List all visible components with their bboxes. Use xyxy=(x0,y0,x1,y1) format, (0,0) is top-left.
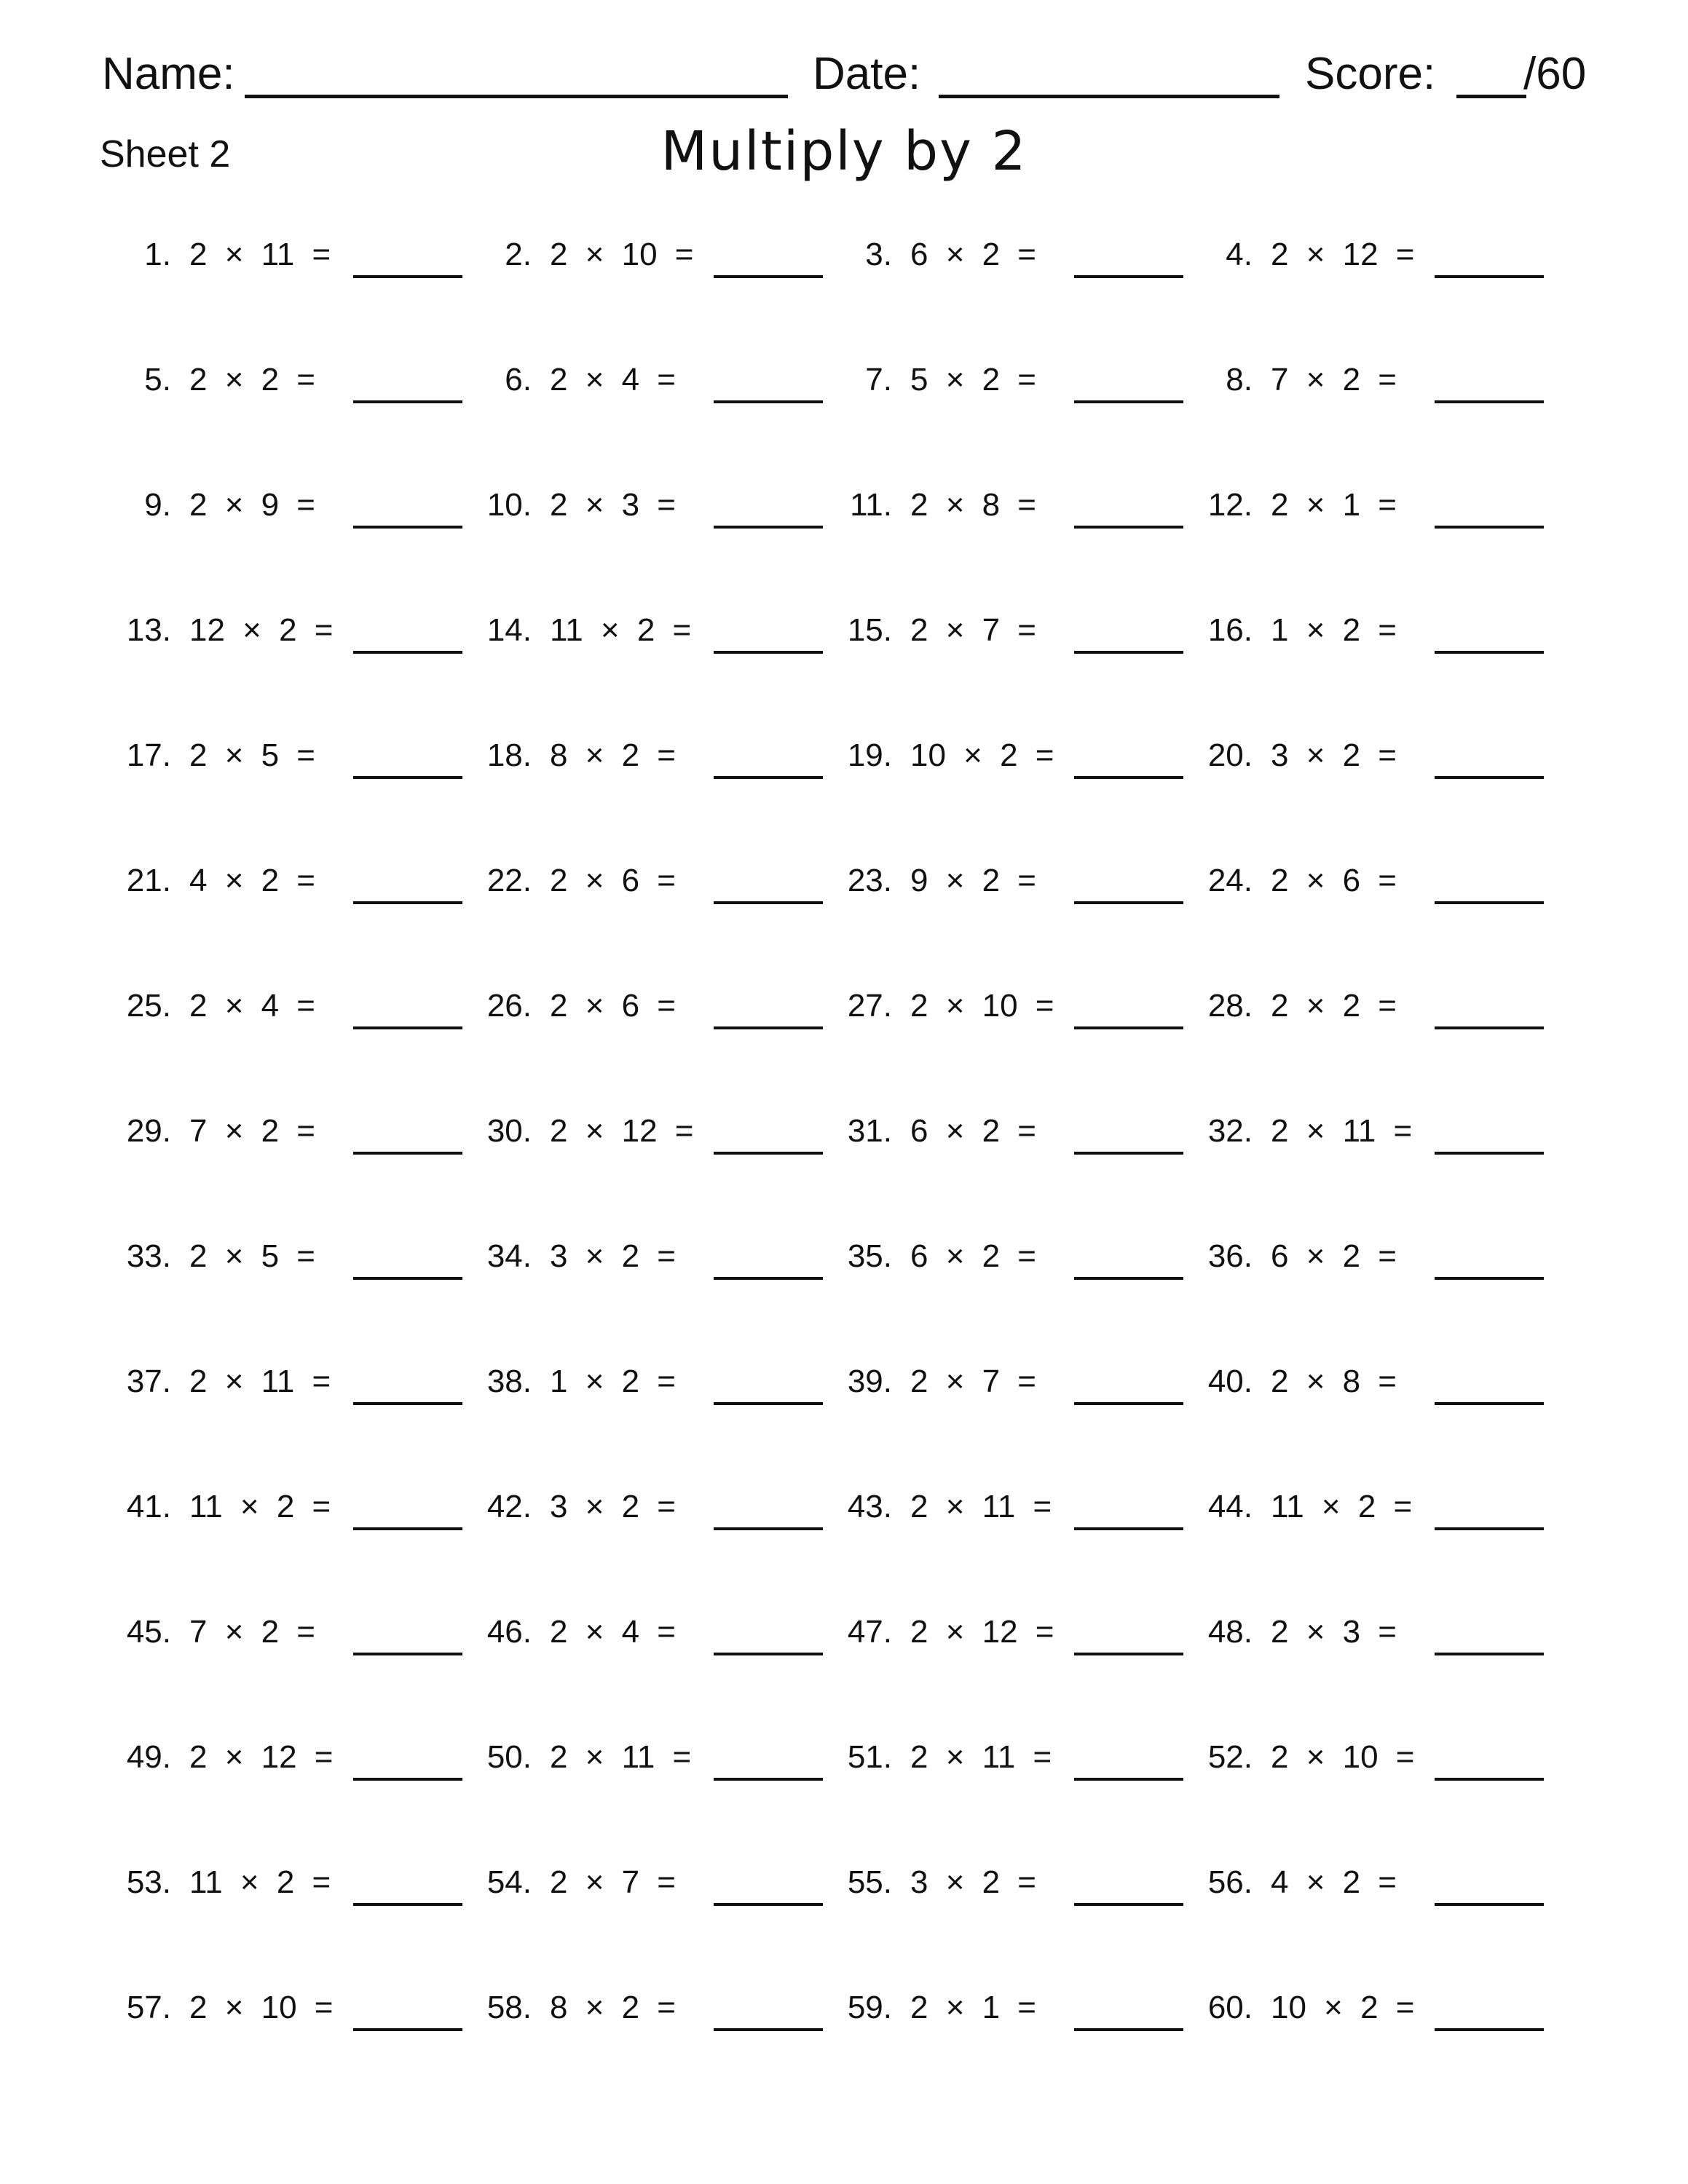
problem-item xyxy=(124,1235,481,1293)
problem-expression: 12 × 2 = xyxy=(189,612,334,648)
problem-number: 40. xyxy=(1207,1364,1253,1399)
answer-blank[interactable] xyxy=(1074,2028,1183,2031)
problem-number: 16. xyxy=(1207,612,1253,648)
problem-number: 53. xyxy=(126,1864,171,1900)
answer-blank[interactable] xyxy=(353,651,462,654)
problem-number: 2. xyxy=(505,237,532,272)
problem-number: 52. xyxy=(1207,1739,1253,1775)
problem-expression: 2 × 11 = xyxy=(910,1489,1052,1524)
problem-expression: 2 × 12 = xyxy=(550,1113,694,1149)
answer-blank[interactable] xyxy=(1435,400,1544,403)
problem-item xyxy=(845,233,1202,291)
answer-blank[interactable] xyxy=(1435,2028,1544,2031)
problem-number: 30. xyxy=(486,1113,532,1149)
problem-number: 41. xyxy=(126,1489,171,1524)
problem-expression: 2 × 11 = xyxy=(1271,1113,1413,1149)
answer-blank[interactable] xyxy=(1074,526,1183,529)
problem-expression: 2 × 1 = xyxy=(1271,487,1397,523)
problem-number: 19. xyxy=(847,737,892,773)
answer-blank[interactable] xyxy=(353,1527,462,1530)
problem-item xyxy=(845,1736,1202,1794)
problem-number: 11. xyxy=(850,487,892,523)
answer-blank[interactable] xyxy=(1074,275,1183,278)
problem-item xyxy=(1205,859,1562,917)
problem-number: 28. xyxy=(1207,988,1253,1024)
answer-blank[interactable] xyxy=(714,1402,823,1405)
problem-number: 27. xyxy=(847,988,892,1024)
name-label: Name: xyxy=(102,49,235,99)
problem-item xyxy=(484,984,841,1042)
problem-item xyxy=(845,1109,1202,1168)
answer-blank[interactable] xyxy=(1074,1778,1183,1781)
answer-blank[interactable] xyxy=(353,526,462,529)
problem-number: 54. xyxy=(486,1864,532,1900)
problem-item xyxy=(124,859,481,917)
problem-item xyxy=(124,1109,481,1168)
problem-item xyxy=(124,1360,481,1418)
problem-expression: 2 × 2 = xyxy=(189,362,316,397)
answer-blank[interactable] xyxy=(1074,1402,1183,1405)
problem-item xyxy=(1205,1485,1562,1543)
sheet-label: Sheet 2 xyxy=(100,133,231,175)
problem-expression: 2 × 11 = xyxy=(550,1739,692,1775)
problem-number: 20. xyxy=(1207,737,1253,773)
answer-blank[interactable] xyxy=(353,1026,462,1029)
answer-blank[interactable] xyxy=(714,776,823,779)
problem-number: 38. xyxy=(486,1364,532,1399)
problem-item xyxy=(1205,1235,1562,1293)
answer-blank[interactable] xyxy=(353,1653,462,1655)
problem-number: 23. xyxy=(847,863,892,898)
problem-number: 33. xyxy=(126,1238,171,1274)
problem-expression: 11 × 2 = xyxy=(550,612,692,648)
score-total: /60 xyxy=(1523,49,1587,99)
problem-number: 5. xyxy=(144,362,171,397)
answer-blank[interactable] xyxy=(353,1277,462,1280)
problem-number: 22. xyxy=(486,863,532,898)
problem-item xyxy=(1205,734,1562,792)
problem-expression: 3 × 2 = xyxy=(1271,737,1397,773)
answer-blank[interactable] xyxy=(714,1277,823,1280)
problem-number: 14. xyxy=(486,612,532,648)
problem-expression: 5 × 2 = xyxy=(910,362,1037,397)
problem-number: 43. xyxy=(847,1489,892,1524)
answer-blank[interactable] xyxy=(714,901,823,904)
problem-expression: 2 × 12 = xyxy=(1271,237,1415,272)
problem-item xyxy=(484,233,841,291)
answer-blank[interactable] xyxy=(353,1903,462,1906)
problem-expression: 11 × 2 = xyxy=(189,1864,331,1900)
answer-blank[interactable] xyxy=(714,1653,823,1655)
answer-blank[interactable] xyxy=(1074,1026,1183,1029)
problem-item xyxy=(484,609,841,667)
problem-number: 9. xyxy=(144,487,171,523)
answer-blank[interactable] xyxy=(353,400,462,403)
answer-blank[interactable] xyxy=(1435,1402,1544,1405)
problem-item xyxy=(1205,1360,1562,1418)
problem-expression: 3 × 2 = xyxy=(910,1864,1037,1900)
answer-blank[interactable] xyxy=(353,901,462,904)
answer-blank[interactable] xyxy=(1435,651,1544,654)
problem-item xyxy=(484,1360,841,1418)
problem-expression: 2 × 6 = xyxy=(550,863,677,898)
problem-expression: 6 × 2 = xyxy=(910,237,1037,272)
problem-item xyxy=(845,1360,1202,1418)
problem-expression: 9 × 2 = xyxy=(910,863,1037,898)
problem-number: 49. xyxy=(126,1739,171,1775)
problem-expression: 2 × 11 = xyxy=(189,1364,331,1399)
answer-blank[interactable] xyxy=(714,526,823,529)
answer-blank[interactable] xyxy=(714,651,823,654)
answer-blank[interactable] xyxy=(1435,1152,1544,1155)
problem-expression: 2 × 4 = xyxy=(550,362,677,397)
problem-item xyxy=(845,984,1202,1042)
problem-expression: 6 × 2 = xyxy=(910,1113,1037,1149)
problem-expression: 1 × 2 = xyxy=(550,1364,677,1399)
problem-number: 34. xyxy=(486,1238,532,1274)
problem-item xyxy=(484,358,841,416)
score-label: Score: xyxy=(1305,49,1436,99)
problem-number: 18. xyxy=(486,737,532,773)
problem-number: 26. xyxy=(486,988,532,1024)
problem-expression: 2 × 7 = xyxy=(910,612,1037,648)
problem-item xyxy=(124,1610,481,1669)
problem-item xyxy=(845,1861,1202,1919)
problem-number: 42. xyxy=(486,1489,532,1524)
problem-item xyxy=(484,483,841,542)
answer-blank[interactable] xyxy=(1435,275,1544,278)
problem-expression: 2 × 10 = xyxy=(550,237,694,272)
problem-item xyxy=(1205,358,1562,416)
problem-expression: 2 × 3 = xyxy=(550,487,677,523)
answer-blank[interactable] xyxy=(1435,1527,1544,1530)
answer-blank[interactable] xyxy=(714,1903,823,1906)
problem-number: 44. xyxy=(1207,1489,1253,1524)
problem-number: 58. xyxy=(486,1990,532,2025)
answer-blank[interactable] xyxy=(714,1152,823,1155)
problem-expression: 11 × 2 = xyxy=(1271,1489,1413,1524)
answer-blank[interactable] xyxy=(1074,1277,1183,1280)
problem-number: 6. xyxy=(505,362,532,397)
problem-item xyxy=(484,859,841,917)
problem-number: 12. xyxy=(1207,487,1253,523)
problem-item xyxy=(845,1610,1202,1669)
answer-blank[interactable] xyxy=(353,2028,462,2031)
problem-expression: 8 × 2 = xyxy=(550,737,677,773)
problem-number: 55. xyxy=(847,1864,892,1900)
problem-number: 36. xyxy=(1207,1238,1253,1274)
problem-expression: 2 × 10 = xyxy=(189,1990,334,2025)
problem-number: 35. xyxy=(847,1238,892,1274)
problem-item xyxy=(1205,233,1562,291)
problem-item xyxy=(1205,1610,1562,1669)
problem-number: 50. xyxy=(486,1739,532,1775)
page-title: Multiply by 2 xyxy=(660,120,1028,183)
problem-number: 7. xyxy=(865,362,892,397)
answer-blank[interactable] xyxy=(714,400,823,403)
answer-blank[interactable] xyxy=(353,1778,462,1781)
answer-blank[interactable] xyxy=(353,776,462,779)
problem-number: 21. xyxy=(126,863,171,898)
problem-item xyxy=(124,483,481,542)
problem-number: 8. xyxy=(1226,362,1253,397)
problem-expression: 1 × 2 = xyxy=(1271,612,1397,648)
problem-expression: 2 × 12 = xyxy=(910,1614,1054,1650)
problem-item xyxy=(484,1235,841,1293)
problem-item xyxy=(124,1485,481,1543)
problem-expression: 2 × 12 = xyxy=(189,1739,334,1775)
problem-item xyxy=(484,1861,841,1919)
problem-expression: 11 × 2 = xyxy=(189,1489,331,1524)
answer-blank[interactable] xyxy=(714,1026,823,1029)
problem-number: 24. xyxy=(1207,863,1253,898)
problem-item xyxy=(845,609,1202,667)
problem-item xyxy=(124,609,481,667)
problem-item xyxy=(845,1235,1202,1293)
problem-number: 59. xyxy=(847,1990,892,2025)
answer-blank[interactable] xyxy=(1435,1277,1544,1280)
problem-expression: 2 × 7 = xyxy=(910,1364,1037,1399)
answer-blank[interactable] xyxy=(714,275,823,278)
problem-expression: 2 × 5 = xyxy=(189,737,316,773)
answer-blank[interactable] xyxy=(1074,1527,1183,1530)
problem-number: 47. xyxy=(847,1614,892,1650)
problem-expression: 2 × 9 = xyxy=(189,487,316,523)
problem-number: 60. xyxy=(1207,1990,1253,2025)
answer-blank[interactable] xyxy=(1074,400,1183,403)
problem-expression: 2 × 7 = xyxy=(550,1864,677,1900)
problem-item xyxy=(124,1861,481,1919)
problem-item xyxy=(845,483,1202,542)
problem-item xyxy=(1205,609,1562,667)
problem-item xyxy=(845,1485,1202,1543)
problem-number: 51. xyxy=(847,1739,892,1775)
problem-item xyxy=(484,1109,841,1168)
problem-number: 13. xyxy=(126,612,171,648)
problem-item xyxy=(484,1485,841,1543)
problem-expression: 2 × 10 = xyxy=(910,988,1054,1024)
problem-expression: 6 × 2 = xyxy=(1271,1238,1397,1274)
problem-expression: 2 × 8 = xyxy=(1271,1364,1397,1399)
answer-blank[interactable] xyxy=(1074,901,1183,904)
answer-blank[interactable] xyxy=(714,2028,823,2031)
answer-blank[interactable] xyxy=(1435,1903,1544,1906)
problem-expression: 7 × 2 = xyxy=(189,1113,316,1149)
problem-number: 57. xyxy=(126,1990,171,2025)
problem-expression: 10 × 2 = xyxy=(1271,1990,1415,2025)
problem-expression: 2 × 4 = xyxy=(550,1614,677,1650)
problem-item xyxy=(124,984,481,1042)
problem-item xyxy=(124,1986,481,2044)
problem-number: 46. xyxy=(486,1614,532,1650)
problem-number: 32. xyxy=(1207,1113,1253,1149)
problem-item xyxy=(845,859,1202,917)
answer-blank[interactable] xyxy=(1074,1653,1183,1655)
problem-item xyxy=(1205,483,1562,542)
answer-blank[interactable] xyxy=(714,1778,823,1781)
problem-item xyxy=(484,1736,841,1794)
problem-number: 48. xyxy=(1207,1614,1253,1650)
problem-number: 15. xyxy=(847,612,892,648)
problem-expression: 4 × 2 = xyxy=(189,863,316,898)
problem-expression: 2 × 4 = xyxy=(189,988,316,1024)
problem-item xyxy=(124,734,481,792)
problem-expression: 2 × 3 = xyxy=(1271,1614,1397,1650)
problem-number: 4. xyxy=(1226,237,1253,272)
problem-number: 3. xyxy=(865,237,892,272)
answer-blank[interactable] xyxy=(1435,901,1544,904)
problem-item xyxy=(1205,984,1562,1042)
answer-blank[interactable] xyxy=(1074,1152,1183,1155)
problem-number: 56. xyxy=(1207,1864,1253,1900)
problem-item xyxy=(1205,1109,1562,1168)
answer-blank[interactable] xyxy=(1435,1778,1544,1781)
problem-number: 37. xyxy=(126,1364,171,1399)
date-label: Date: xyxy=(813,49,921,99)
problem-item xyxy=(1205,1986,1562,2044)
problem-expression: 7 × 2 = xyxy=(189,1614,316,1650)
answer-blank[interactable] xyxy=(1074,651,1183,654)
problem-number: 17. xyxy=(126,737,171,773)
problem-expression: 2 × 2 = xyxy=(1271,988,1397,1024)
problem-expression: 2 × 10 = xyxy=(1271,1739,1415,1775)
problem-expression: 8 × 2 = xyxy=(550,1990,677,2025)
answer-blank[interactable] xyxy=(353,1152,462,1155)
problem-item xyxy=(124,358,481,416)
problem-expression: 7 × 2 = xyxy=(1271,362,1397,397)
problem-number: 45. xyxy=(126,1614,171,1650)
problem-number: 10. xyxy=(486,487,532,523)
answer-blank[interactable] xyxy=(1074,776,1183,779)
problem-item xyxy=(845,734,1202,792)
problem-number: 25. xyxy=(126,988,171,1024)
answer-blank[interactable] xyxy=(1435,776,1544,779)
problem-item xyxy=(484,1986,841,2044)
answer-blank[interactable] xyxy=(353,275,462,278)
answer-blank[interactable] xyxy=(1435,526,1544,529)
problem-number: 39. xyxy=(847,1364,892,1399)
answer-blank[interactable] xyxy=(1435,1026,1544,1029)
problem-item xyxy=(1205,1736,1562,1794)
problem-number: 29. xyxy=(126,1113,171,1149)
problem-item xyxy=(845,358,1202,416)
problem-item xyxy=(1205,1861,1562,1919)
problem-expression: 4 × 2 = xyxy=(1271,1864,1397,1900)
answer-blank[interactable] xyxy=(714,1527,823,1530)
problem-item xyxy=(845,1986,1202,2044)
problem-item xyxy=(124,233,481,291)
problem-expression: 2 × 8 = xyxy=(910,487,1037,523)
problem-item xyxy=(484,734,841,792)
problem-expression: 2 × 1 = xyxy=(910,1990,1037,2025)
problem-item xyxy=(484,1610,841,1669)
problem-expression: 2 × 6 = xyxy=(550,988,677,1024)
problem-number: 31. xyxy=(847,1113,892,1149)
problem-expression: 3 × 2 = xyxy=(550,1238,677,1274)
problem-expression: 2 × 11 = xyxy=(910,1739,1052,1775)
problem-number: 1. xyxy=(144,237,171,272)
problem-expression: 3 × 2 = xyxy=(550,1489,677,1524)
problem-expression: 2 × 5 = xyxy=(189,1238,316,1274)
answer-blank[interactable] xyxy=(353,1402,462,1405)
problem-expression: 2 × 11 = xyxy=(189,237,331,272)
answer-blank[interactable] xyxy=(1074,1903,1183,1906)
problem-expression: 10 × 2 = xyxy=(910,737,1054,773)
answer-blank[interactable] xyxy=(1435,1653,1544,1655)
problem-expression: 2 × 6 = xyxy=(1271,863,1397,898)
problem-item xyxy=(124,1736,481,1794)
problem-expression: 6 × 2 = xyxy=(910,1238,1037,1274)
